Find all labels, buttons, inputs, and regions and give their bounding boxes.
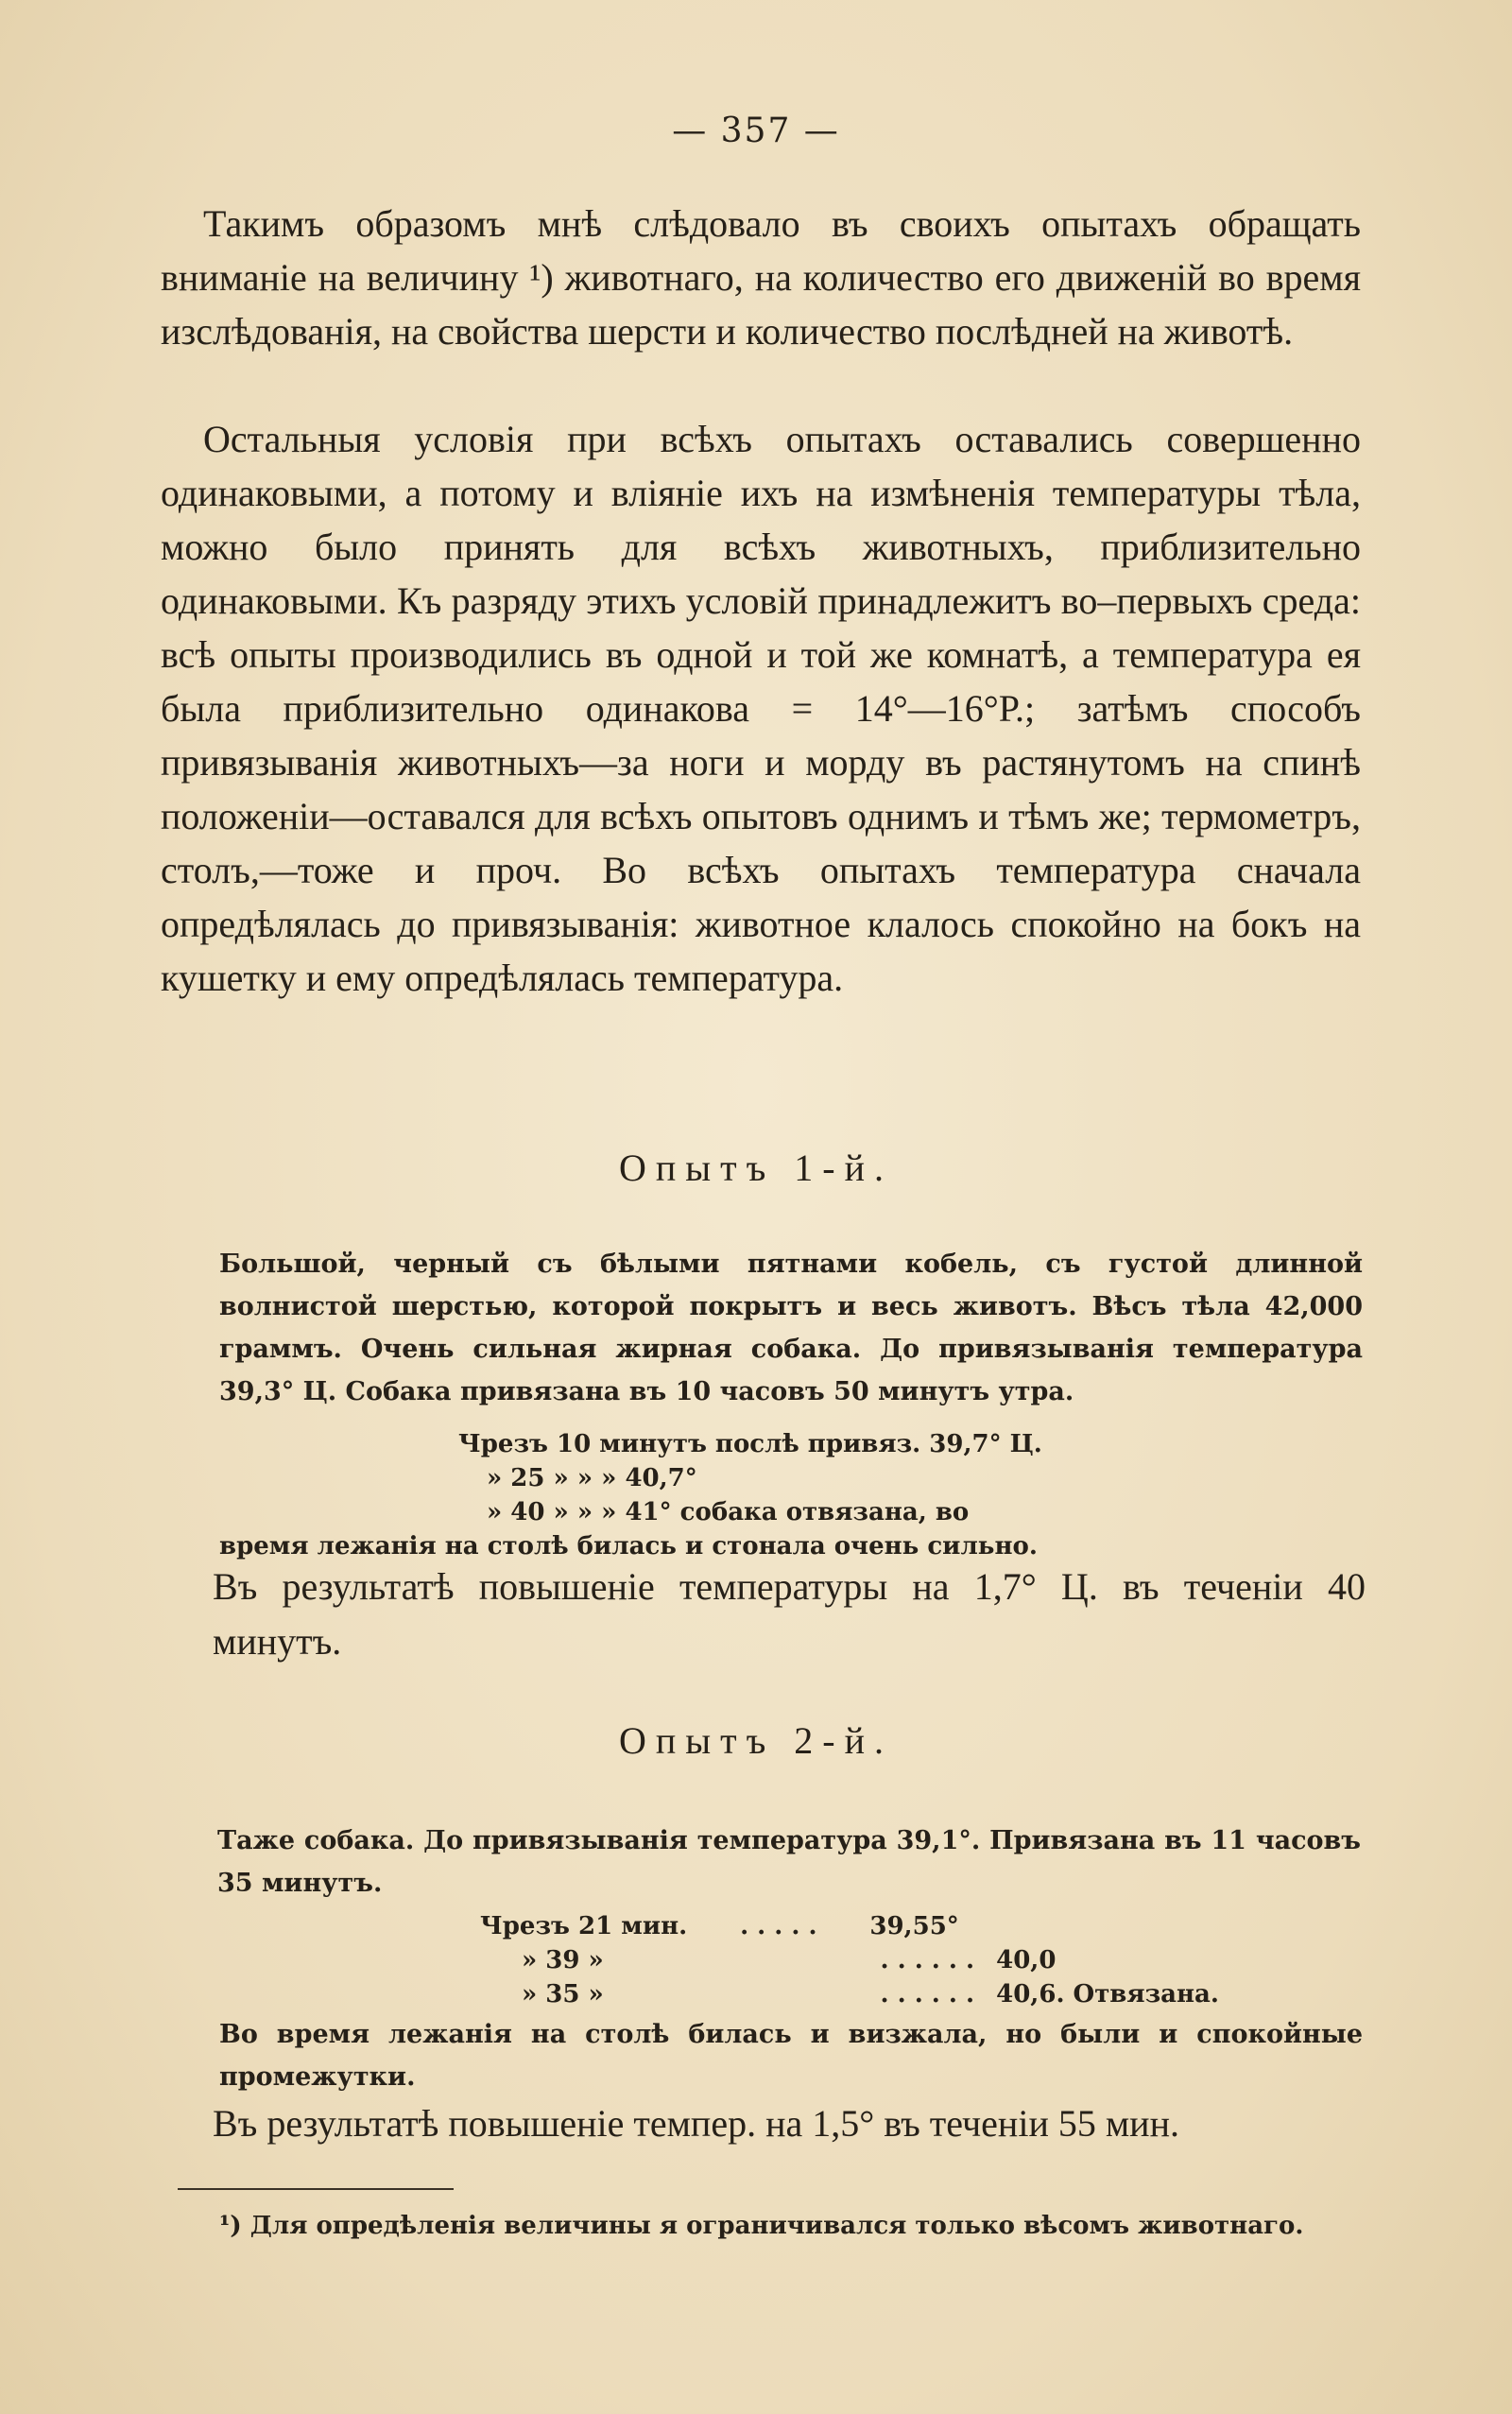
experiment-1-row: » 25 » » » 40,7° (487, 1464, 697, 1492)
experiment-1-row: » 40 » » » 41° собака отвязана, во (487, 1498, 970, 1526)
row-value: 40,6. Отвязана. (996, 1980, 1219, 2009)
experiment-2-description (217, 1819, 1361, 1905)
experiment-1-row: Чрезъ 10 минутъ послѣ привяз. 39,7° Ц. (458, 1430, 1042, 1458)
experiment-1-result (213, 1560, 1366, 1669)
row-dots: . . . . . . (880, 1980, 975, 2009)
description-text: Таже собака. До привязыванія температура 39,1°. Привязана въ 11 часовъ 35 минутъ. (217, 1826, 1361, 1898)
experiment-1-row-tail: время лежанія на столѣ билась и стонала очень сильно. (219, 1532, 1038, 1560)
paragraph-1 (161, 197, 1361, 358)
row-dots: . . . . . . (880, 1946, 975, 1974)
experiment-1-title: Опытъ 1-й. (618, 1147, 894, 1189)
experiment-2-row (480, 1909, 959, 1943)
tail-text: Во время лежанія на столѣ билась и визжала, но были и спокойные промежутки. (219, 2020, 1363, 2092)
experiment-2-row (522, 1977, 1219, 2011)
experiment-2-title: Опытъ 2-й. (618, 1719, 894, 1762)
experiment-2-row (522, 1943, 1056, 1977)
paragraph-text: Такимъ образомъ мнѣ слѣдовало въ своихъ опытахъ обращать вниманіе на величину ¹) животнаго, на количество его движеній во время изслѣдованія, на свойства шерсти и количество послѣдней на животѣ. (161, 202, 1361, 353)
experiment-2-tail (219, 2013, 1363, 2098)
row-label: » 39 » (522, 1946, 604, 1974)
paragraph-text: Остальныя условія при всѣхъ опытахъ оставались совершенно одинаковыми, а потому и вліяніе ихъ на измѣненія температуры тѣла, можно было принять для всѣхъ животныхъ, приблизительно одинаковыми. Къ разряду этихъ условій принадлежитъ во–первыхъ среда: всѣ опыты производились въ одной и той же комнатѣ, а температура ея была приблизительно одинакова = 14°—16°Р.; затѣмъ способъ привязыванія животныхъ—за ноги и морду въ растянутомъ на спинѣ положеніи—оставался для всѣхъ опытовъ однимъ и тѣмъ же; термометръ, столъ,—тоже и проч. Во всѣхъ опытахъ температура сначала опредѣлялась до привязыванія: животное клалось спокойно на бокъ на кушетку и ему опредѣлялась температура. (161, 418, 1361, 999)
row-label: » 35 » (522, 1980, 604, 2009)
paragraph-2 (161, 412, 1361, 1005)
result-text: Въ результатѣ повышеніе температуры на 1,7° Ц. въ теченіи 40 минутъ. (213, 1565, 1366, 1663)
page-number: — 357 — (672, 112, 840, 150)
description-text: Большой, черный съ бѣлыми пятнами кобель, съ густой длинной волнистой шерстью, которой покрытъ и весь животъ. Вѣсъ тѣла 42,000 граммъ. Очень сильная жирная собака. До привязыванія температура 39,3° Ц. Собака привязана въ 10 часовъ 50 минутъ утра. (219, 1250, 1363, 1406)
row-value: 39,55° (869, 1912, 959, 1940)
footnote: ¹) Для опредѣленія величины я ограничивался только вѣсомъ животнаго. (219, 2212, 1304, 2240)
footnote-divider (178, 2188, 454, 2190)
row-dots: . . . . . (740, 1912, 817, 1940)
experiment-1-description (219, 1243, 1363, 1413)
row-label: Чрезъ 21 мин. (480, 1912, 688, 1940)
experiment-2-result (213, 2096, 1366, 2151)
row-value: 40,0 (996, 1946, 1057, 1974)
result-text: Въ результатѣ повышеніе темпер. на 1,5° въ теченіи 55 мин. (213, 2102, 1179, 2145)
